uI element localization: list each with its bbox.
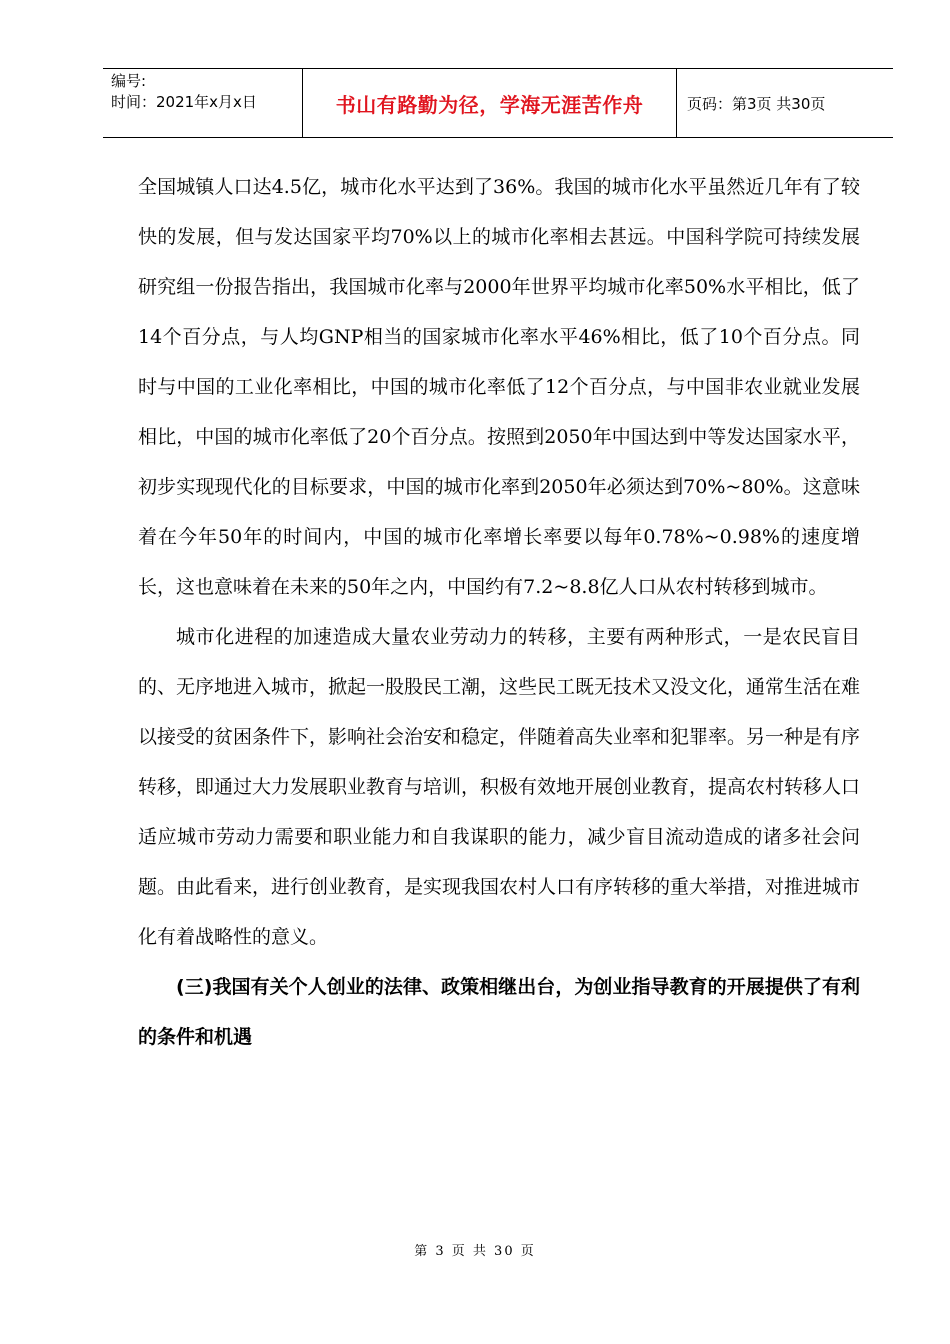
page-footer: 第 3 页 共 30 页 bbox=[414, 1244, 536, 1259]
body-paragraph: 全国城镇人口达4.5亿，城市化水平达到了36%。我国的城市化水平虽然近几年有了较快的发展，但与发达国家平均70%以上的城市化率相去甚远。中国科学院可持续发展研究组一份报告指出，我国城市化率与2000年世界平均城市化率50%水平相比，低了14个百分点，与人均GNP相当的国家城市化率水平46%相比，低了10个百分点。同时与中国的工业化率相比，中国的城市化率低了12个百分点，与中国非农业就业发展相比，中国的城市化率低了20个百分点。按照到2050年中国达到中等发达国家水平，初步实现现代化的目标要求，中国的城市化率到2050年必须达到70%~80%。这意味着在今年50年的时间内，中国的城市化率增长率要以每年0.78%~0.98%的速度增长，这也意味着在未来的50年之内，中国约有7.2~8.8亿人口从农村转移到城市。 bbox=[138, 176, 860, 598]
header-meta bbox=[103, 69, 303, 137]
header-page-code: 页码：第3页 共30页 bbox=[687, 94, 826, 113]
header-motto: 书山有路勤为径，学海无涯苦作舟 bbox=[303, 69, 677, 137]
document-number-label: 编号: bbox=[111, 72, 147, 90]
body-paragraph: 城市化进程的加速造成大量农业劳动力的转移，主要有两种形式，一是农民盲目的、无序地进入城市，掀起一股股民工潮，这些民工既无技术又没文化，通常生活在难以接受的贫困条件下，影响社会治安和稳定，伴随着高失业率和犯罪率。另一种是有序转移，即通过大力发展职业教育与培训，积极有效地开展创业教育，提高农村转移人口适应城市劳动力需要和职业能力和自我谋职的能力，减少盲目流动造成的诸多社会问题。由此看来，进行创业教育，是实现我国农村人口有序转移的重大举措，对推进城市化有着战略性的意义。 bbox=[138, 626, 861, 948]
document-body bbox=[138, 162, 860, 1062]
document-time-label: 时间：2021年x月x日 bbox=[111, 93, 257, 111]
page-header bbox=[103, 68, 893, 138]
section-heading: (三)我国有关个人创业的法律、政策相继出台，为创业指导教育的开展提供了有利的条件和机遇 bbox=[138, 976, 860, 1048]
